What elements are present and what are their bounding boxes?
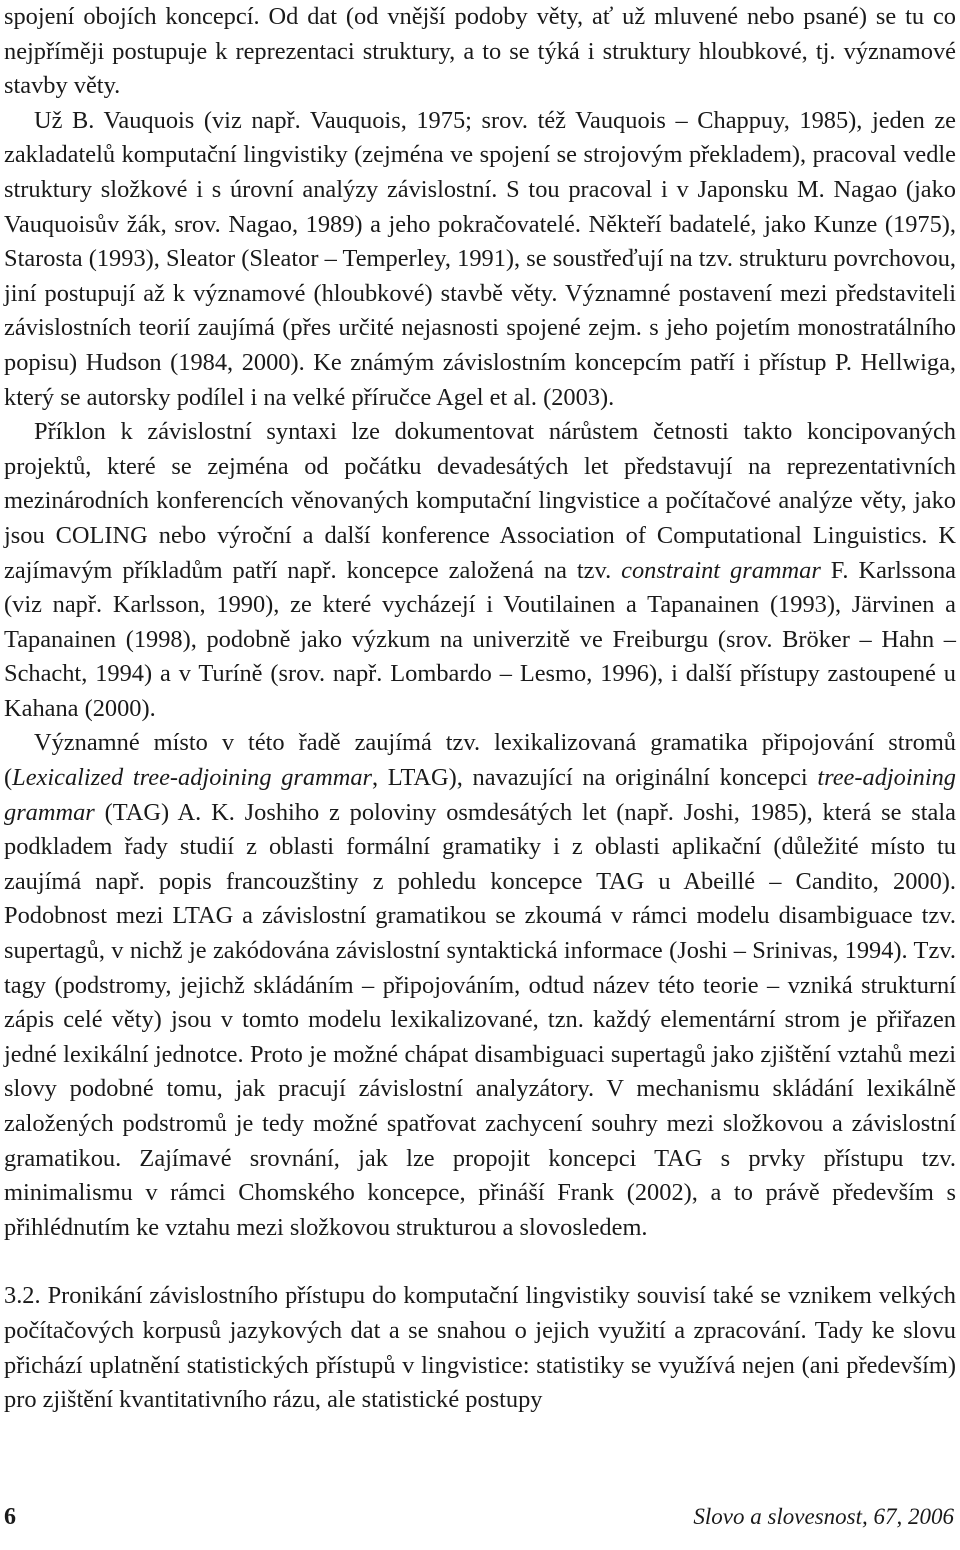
paragraph-3-text-a: Příklon k závislostní syntaxi lze dokumentovat nárůstem četnosti takto koncipovaných projektů, které se zejména od počátku devadesátých let představují na reprezentativních mezinárodních konferencích věnovaných komputační lingvistice a počítačové analýze věty, jako jsou COLING nebo výroční a další konference Association of Computational Linguistics. K zajímavým příkladům patří např. koncepce založená na tzv. <box>4 418 956 584</box>
paragraph-4-text-a: Významné místo v této řadě zaujímá tzv. lexikalizovaná gramatika připojování stromů ( <box>4 729 956 792</box>
paragraph-4-text-b: , LTAG), navazující na originální koncepci <box>372 764 818 792</box>
page-number: 6 <box>4 1504 16 1530</box>
paragraph-3-term-constraint-grammar: constraint grammar <box>621 556 821 584</box>
paragraph-4-text-c: (TAG) A. K. Joshiho z poloviny osmdesátých let (např. Joshi, 1985), která se stala podkladem řady studií z oblasti formální gramatiky i z oblasti aplikační (důležité místo tu zaujímá např. popis francouzštiny z pohledu koncepce TAG u Abeillé – Candito, 2000). Podobnost mezi LTAG a závislostní gramatikou se zkoumá v rámci modelu disambiguace tzv. supertagů, v nichž je zakódována závislostní syntaktická informace (Joshi – Srinivas, 1994). Tzv. tagy (podstromy, jejichž skládáním – připojováním, odtud název této teorie – vzniká strukturní zápis celé věty) jsou v tomto modelu lexikalizované, tzn. každý elementární strom je přiřazen jedné lexikální jednotce. Proto je možné chápat disambiguaci supertagů jako zjištění vztahů mezi slovy podobné tomu, jak pracují závislostní analyzátory. V mechanismu skládání lexikálně založených podstromů je tedy možné spatřovat zachycení souhry mezi složkovou a závislostní gramatikou. Zajímavé srovnání, jak lze propojit koncepci TAG s prvky přístupu tzv. minimalismu v rámci Chomského koncepce, přináší Frank (2002), a to právě především s přihlédnutím ke vztahu mezi složkovou strukturou a slovosledem. <box>4 798 956 1241</box>
page-footer <box>4 1504 954 1531</box>
paragraph-4-term-ltag: Lexicalized tree-adjoining grammar <box>12 764 373 792</box>
paragraph-1: spojení obojích koncepcí. Od dat (od vnější podoby věty, ať už mluvené nebo psané) se tu co nejpříměji postupuje k reprezentaci struktury, a to se týká i struktury hloubkové, tj. významové stavby věty. <box>4 3 956 100</box>
paragraph-3 <box>4 415 956 726</box>
document-page <box>4 0 956 1418</box>
paragraph-4-term-tag: tree-adjoining grammar <box>4 764 956 826</box>
paragraph-2: Už B. Vauquois (viz např. Vauquois, 1975; srov. též Vauquois – Chappuy, 1985), jeden ze zakladatelů komputační lingvistiky (zejména ve spojení se strojovým překladem), pracoval vedle struktury složkové i s úrovní analýzy závislostní. S tou pracoval i v Japonsku M. Nagao (jako Vauquoisův žák, srov. Nagao, 1989) a jeho pokračovatelé. Někteří badatelé, jako Kunze (1975), Starosta (1993), Sleator (Sleator – Temperley, 1991), se soustřeďují na tzv. strukturu povrchovou, jiní postupují až k významové (hloubkové) stavbě věty. Významné postavení mezi představiteli závislostních teorií zaujímá (přes určité nejasnosti spojené zejm. s jeho pojetím monostratálního popisu) Hudson (1984, 2000). Ke známým závislostním koncepcím patří i přístup P. Hellwiga, který se autorsky podílel i na velké příručce Agel et al. (2003). <box>4 106 956 411</box>
paragraph-3-text-b: F. Karlssona (viz např. Karlsson, 1990), ze které vycházejí i Voutilainen a Tapanainen (1993), Järvinen a Tapanainen (1998), podobně jako výzkum na univerzitě ve Freiburgu (srov. Bröker – Hahn – Schacht, 1994) a v Turíně (srov. např. Lombardo – Lesmo, 1996), i další přístupy zastoupené u Kahana (2000). <box>4 556 956 722</box>
section-3-2-paragraph: 3.2. Pronikání závislostního přístupu do komputační lingvistiky souvisí také se vznikem velkých počítačových korpusů jazykových dat a se snahou o jejich využití a zpracování. Tady ke slovu přichází uplatnění statistických přístupů v lingvistice: statistiky se využívá nejen (ani především) pro zjištění kvantitativního rázu, ale statistické postupy <box>4 1282 956 1414</box>
journal-citation: Slovo a slovesnost, 67, 2006 <box>693 1504 954 1529</box>
paragraph-4 <box>4 726 956 1245</box>
